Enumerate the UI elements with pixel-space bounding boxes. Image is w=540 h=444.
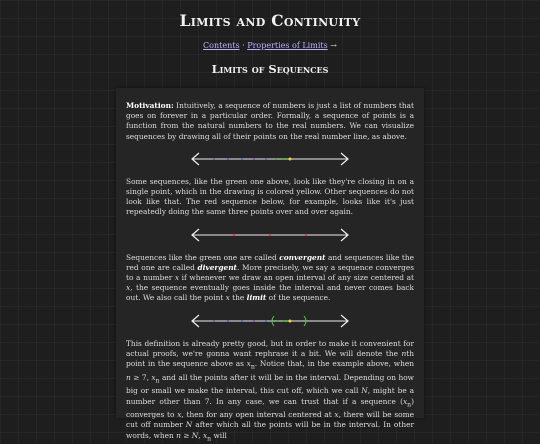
sequence-point <box>213 158 215 160</box>
next-arrow-icon: → <box>330 41 337 50</box>
term-convergent: convergent <box>279 252 326 262</box>
sequence-point <box>277 320 279 322</box>
rephrase-definition-paragraph: This definition is already pretty good, but in order to make it convenient for actual proofs, we're gonna want rephrase it a bit. We will denote the nth point in the sequence above as $x_n$. Notice that, in the example above, when n ≥ 7, $x_n$ and all the points after it will be in the interval. Depending on how big or small we make the interval, this cut off, which we call N, might be a number other than 7. In any case, we can trust that if a sequence $(x_n)$ converges to x, then for any open interval centered at x, there will be some cut off number N after which all the points will be in the interval. In other words, when n ≥ N, $x_n$ will <box>126 338 415 443</box>
number-line-figure-1 <box>190 151 350 167</box>
red-sequence-paragraph: Some sequences, like the green one above, look like they're closing in on a single point, which in the drawing is colored yellow. Other sequences do not look like that. The red sequence below, for example, looks like it's just repeatedly doing the same three points over and over again. <box>126 176 414 217</box>
sequence-point <box>253 320 255 322</box>
motivation-lead: Motivation: <box>126 101 174 110</box>
limit-point <box>289 319 292 322</box>
sequence-point <box>227 320 229 322</box>
contents-link[interactable]: Contents <box>203 41 240 50</box>
sequence-point <box>233 233 235 235</box>
sequence-point <box>282 158 284 160</box>
limit-point <box>289 157 292 160</box>
number-line-figure-2 <box>190 227 350 243</box>
nav-separator: · <box>242 41 245 50</box>
sequence-point <box>265 320 267 322</box>
content-panel <box>116 88 424 443</box>
sequence-point <box>275 158 277 160</box>
sequence-point <box>283 320 285 322</box>
term-divergent: divergent <box>197 262 237 272</box>
sequence-point <box>213 320 215 322</box>
nav-links <box>0 41 540 50</box>
sequence-point <box>305 233 307 235</box>
sequence-point <box>286 158 288 160</box>
page-title: Limits and Continuity <box>179 11 361 30</box>
term-limit: limit <box>246 293 267 303</box>
section-title: Limits of Sequences <box>211 62 329 76</box>
sequence-point <box>286 320 288 322</box>
sequence-point <box>241 320 243 322</box>
properties-of-limits-link[interactable]: Properties of Limits <box>247 41 328 50</box>
sequence-point <box>269 233 271 235</box>
convergent-definition-paragraph: Sequences like the green one are called convergent and sequences like the red one are called divergent. More precisely, we say a sequence converges to a number x if whenever we draw an open interval of any size centered at x, the sequence eventually goes inside the interval and never comes back out. We also call the point x the limit of the sequence. <box>126 252 415 303</box>
sequence-point <box>227 158 229 160</box>
number-line-figure-3 <box>190 313 350 329</box>
motivation-paragraph: Motivation: Intuitively, a sequence of numbers is just a list of numbers that goes on forever in a particular order. Formally, a sequence of points is a function from the natural numbers to the real numbers. We can visualize sequences by drawing all of their points on the real number line, as above. <box>126 101 414 141</box>
sequence-point <box>241 158 243 160</box>
sequence-point <box>253 158 255 160</box>
sequence-point <box>265 158 267 160</box>
